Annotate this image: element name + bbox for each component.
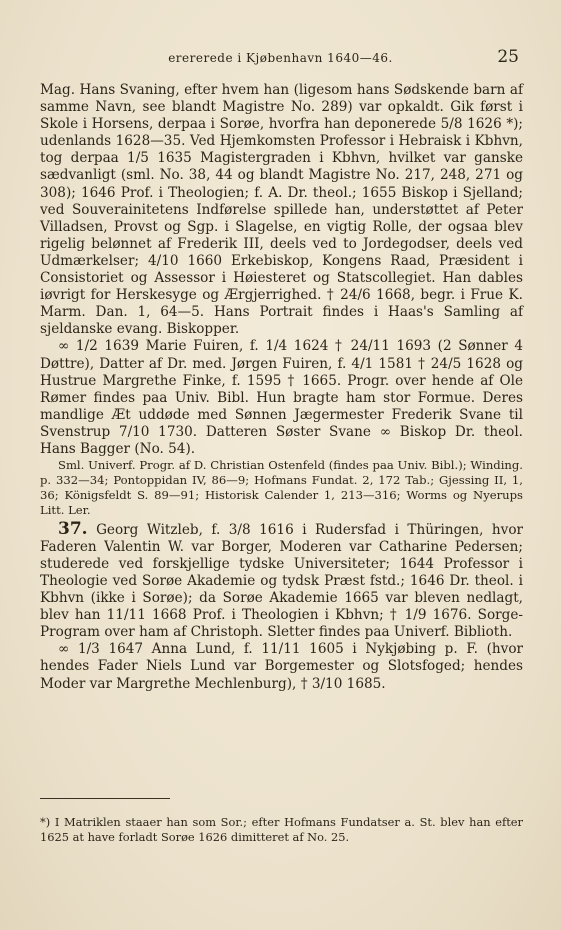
entry-number: 37.	[58, 518, 88, 539]
running-head: erererede i Kjøbenhavn 1640—46.	[168, 51, 393, 65]
paragraph-sources: Sml. Univerf. Progr. af D. Christian Ostenfeld (findes paa Univ. Bibl.); Winding. p. 332—34; Pontoppidan IV, 86—9; Hofmans Fundat. 2, 172 Tab.; Gjessing II, 1, 36; Königsfeldt S. 89—91; Historisk Calender 1, 213—316; Worms og Nyerups Litt. Ler.	[40, 458, 523, 517]
page-number: 25	[497, 47, 519, 67]
entry-witzleb	[40, 518, 523, 642]
footnote	[40, 815, 523, 845]
paragraph-entry-marriage: ∞ 1/3 1647 Anna Lund, f. 11/11 1605 i Nykjøbing p. F. (hvor hendes Fader Niels Lund var Borgemester og Slotsfoged; hendes Moder var Margrethe Mechlenburg), † 3/10 1685.	[40, 641, 523, 692]
page-header	[40, 45, 521, 69]
paragraph-biography: Mag. Hans Svaning, efter hvem han (ligesom hans Sødskende barn af samme Navn, see blandt Magistre No. 289) var opkaldt. Gik først i Skole i Horsens, derpaa i Sorøe, hvorfra han deponerede 5/8 1626 *); udenlands 1628—35. Ved Hjemkomsten Professor i Hebraisk i Kbhvn, tog derpaa 1/5 1635 Magistergraden i Kbhvn, hvilket var ganske sædvanligt (sml. No. 38, 44 og blandt Magistre No. 217, 248, 271 og 308); 1646 Prof. i Theologien; f. A. Dr. theol.; 1655 Biskop i Sjelland; ved Souverainitetens Indførelse spillede han, understøttet af Peter Villadsen, Provst og Sgp. i Slagelse, en vigtig Rolle, der ogsaa blev rigelig belønnet af Frederik III, deels ved to Jordegodser, deels ved Udmærkelser; 4/10 1660 Erkebiskop, Kongens Raad, Præsident i Consistoriet og Assessor i Høiesteret og Statscollegiet. Han dables iøvrigt for Herskesyge og Ærgjerrighed. † 24/6 1668, begr. i Frue K. Marm. Dan. 1, 64—5. Hans Portrait findes i Haas's Samling af sjeldanske evang. Biskopper.	[40, 82, 523, 338]
body-text	[40, 82, 523, 693]
footnote-divider	[40, 798, 170, 799]
entry-text: Georg Witzleb, f. 3/8 1616 i Rudersfad i Thüringen, hvor Faderen Valentin W. var Borger, Moderen var Catharine Pedersen; studerede ved forskjellige tydske Universiteter; 1644 Professor i Theologie ved Sorøe Akademie og tydsk Præst fstd.; 1646 Dr. theol. i Kbhvn (ikke i Sorøe); da Sorøe Akademie 1665 var bleven nedlagt, blev han 11/11 1668 Prof. i Theologien i Kbhvn; † 1/9 1676. Sorge-Program over ham af Christoph. Sletter findes paa Univerf. Biblioth.	[40, 521, 523, 641]
paragraph-marriage: ∞ 1/2 1639 Marie Fuiren, f. 1/4 1624 † 24/11 1693 (2 Sønner 4 Døttre), Datter af Dr. med. Jørgen Fuiren, f. 4/1 1581 † 24/5 1628 og Hustrue Margrethe Finke, f. 1595 † 1665. Progr. over hende af Ole Rømer findes paa Univ. Bibl. Hun bragte ham stor Formue. Deres mandlige Æt uddøde med Sønnen Jægermester Frederik Svane til Svenstrup 7/10 1730. Datteren Søster Svane ∞ Biskop Dr. theol. Hans Bagger (No. 54).	[40, 338, 523, 457]
footnote-text: *) I Matriklen staaer han som Sor.; efter Hofmans Fundatser a. St. blev han efter 1625 at have forladt Sorøe 1626 dimitteret af No. 25.	[40, 815, 523, 844]
